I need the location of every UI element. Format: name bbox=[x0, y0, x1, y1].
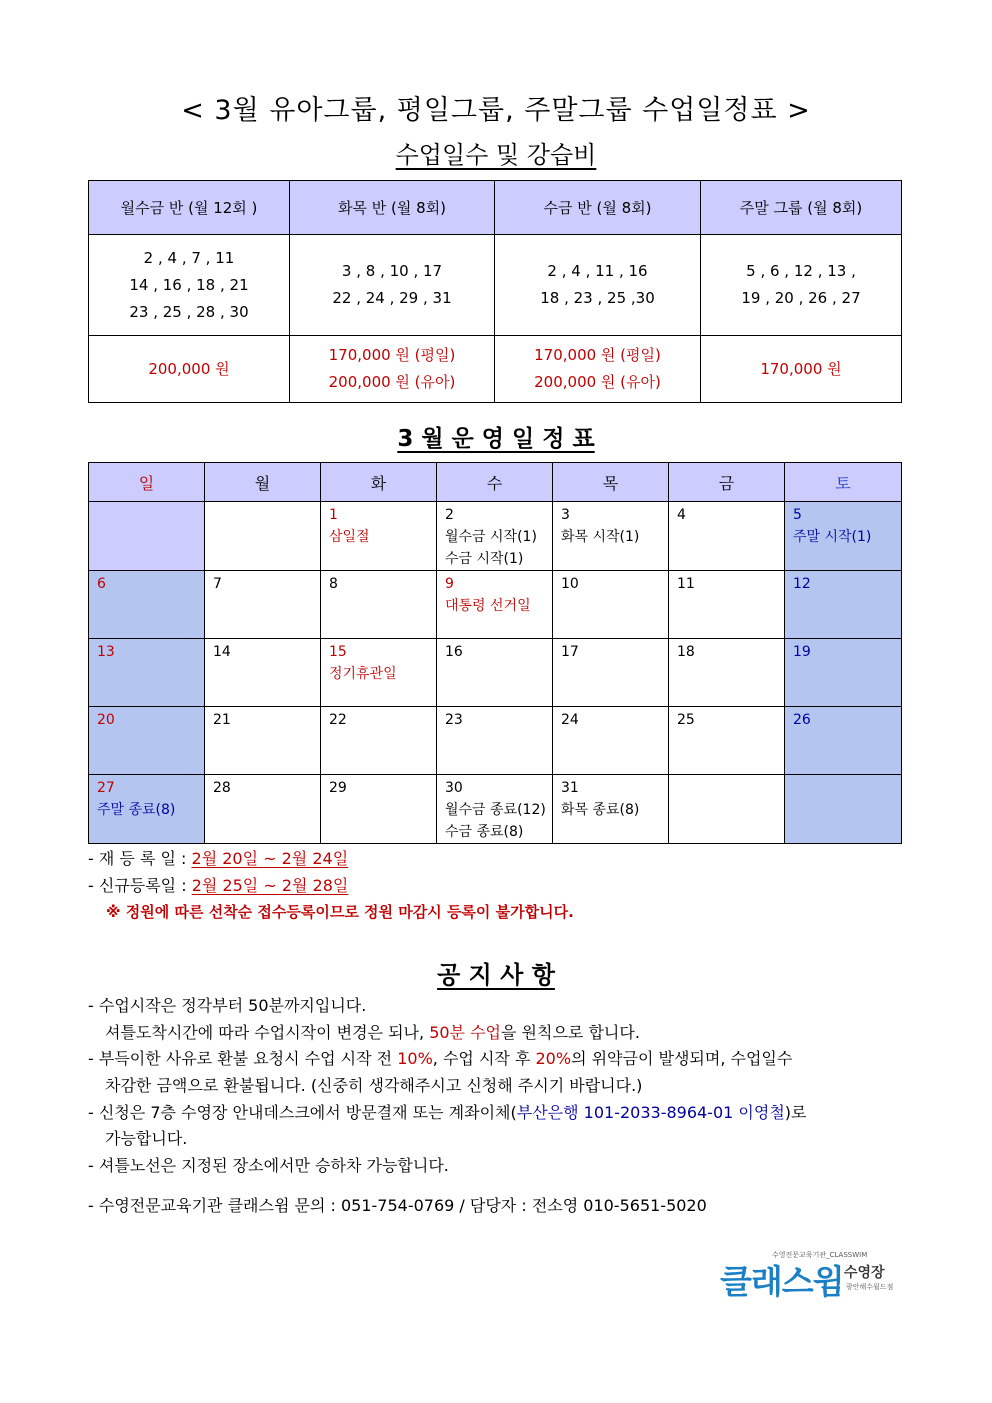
day-number: 15 bbox=[329, 644, 347, 660]
day-number: 12 bbox=[793, 576, 811, 592]
day-note: 삼일절 bbox=[329, 529, 370, 545]
calendar-day-cell bbox=[785, 571, 902, 639]
calendar-day-cell bbox=[321, 571, 437, 639]
calendar-day-cell bbox=[437, 502, 553, 571]
fee-price-cell: 200,000 원 bbox=[89, 336, 290, 403]
day-number: 7 bbox=[213, 576, 222, 592]
day-number: 20 bbox=[97, 712, 115, 728]
day-note: 월수금 종료(12) bbox=[445, 802, 546, 818]
calendar-day-cell bbox=[205, 571, 321, 639]
notice-line: - 신청은 7층 수영장 안내데스크에서 방문결재 또는 계좌이체(부산은행 101-2033-8964-01 이영철)로 bbox=[88, 1103, 807, 1122]
day-number: 24 bbox=[561, 712, 579, 728]
calendar-day-cell bbox=[669, 639, 785, 707]
bank-account: 부산은행 101-2033-8964-01 이영철 bbox=[516, 1103, 785, 1122]
notice-title: 공 지 사 항 bbox=[437, 961, 555, 989]
day-number: 1 bbox=[329, 507, 338, 523]
day-number: 17 bbox=[561, 644, 579, 660]
calendar-day-cell bbox=[553, 571, 669, 639]
calendar-day-cell bbox=[437, 775, 553, 844]
calendar-day-cell bbox=[89, 571, 205, 639]
calendar-day-cell bbox=[785, 775, 902, 844]
calendar-day-cell bbox=[785, 707, 902, 775]
day-number: 25 bbox=[677, 712, 695, 728]
fee-table bbox=[88, 180, 902, 403]
fee-price-cell: 170,000 원 (평일) 200,000 원 (유아) bbox=[290, 336, 495, 403]
calendar-day-cell bbox=[89, 502, 205, 571]
day-note: 주말 시작(1) bbox=[793, 529, 872, 545]
calendar-day-cell bbox=[669, 571, 785, 639]
day-number: 26 bbox=[793, 712, 811, 728]
new-registration-line: - 신규등록일 : 2월 25일 ~ 2월 28일 bbox=[88, 876, 349, 895]
fee-dates-cell: 5 , 6 , 12 , 13 , 19 , 20 , 26 , 27 bbox=[701, 235, 902, 336]
fee-dates-cell: 2 , 4 , 11 , 16 18 , 23 , 25 ,30 bbox=[495, 235, 701, 336]
fee-price-cell: 170,000 원 bbox=[701, 336, 902, 403]
logo-brand: 클래스윔 bbox=[720, 1262, 844, 1301]
day-number: 16 bbox=[445, 644, 463, 660]
day-number: 19 bbox=[793, 644, 811, 660]
calendar-table bbox=[88, 462, 902, 844]
calendar-day-cell bbox=[89, 775, 205, 844]
weekday-header: 일 bbox=[89, 463, 205, 502]
fee-price-cell: 170,000 원 (평일) 200,000 원 (유아) bbox=[495, 336, 701, 403]
weekday-header: 월 bbox=[205, 463, 321, 502]
calendar-title: 3 월 운 영 일 정 표 bbox=[397, 426, 595, 452]
re-registration-line: - 재 등 록 일 : 2월 20일 ~ 2월 24일 bbox=[88, 849, 349, 868]
day-note: 수금 시작(1) bbox=[445, 551, 524, 567]
day-number: 9 bbox=[445, 576, 454, 592]
day-note: 화목 시작(1) bbox=[561, 529, 640, 545]
day-number: 8 bbox=[329, 576, 338, 592]
notice-line: 가능합니다. bbox=[105, 1129, 188, 1148]
calendar-day-cell bbox=[321, 707, 437, 775]
fee-dates-cell: 2 , 4 , 7 , 11 14 , 16 , 18 , 21 23 , 25 , 28 , 30 bbox=[89, 235, 290, 336]
day-number: 13 bbox=[97, 644, 115, 660]
classwim-logo: 수영전문교육기관_CLASSWIM 클래스윔 수영장 광안해수월드점 bbox=[720, 1251, 894, 1301]
day-number: 4 bbox=[677, 507, 686, 523]
weekday-header: 화 bbox=[321, 463, 437, 502]
day-number: 14 bbox=[213, 644, 231, 660]
calendar-day-cell bbox=[205, 502, 321, 571]
day-number: 28 bbox=[213, 780, 231, 796]
day-number: 5 bbox=[793, 507, 802, 523]
calendar-day-cell bbox=[321, 502, 437, 571]
notice-line: - 부득이한 사유로 환불 요청시 수업 시작 전 10%, 수업 시작 후 20%의 위약금이 발생되며, 수업일수 bbox=[88, 1049, 793, 1068]
calendar-day-cell bbox=[437, 639, 553, 707]
calendar-day-cell bbox=[785, 502, 902, 571]
calendar-day-cell bbox=[321, 639, 437, 707]
calendar-day-cell bbox=[669, 502, 785, 571]
day-note: 수금 종료(8) bbox=[445, 824, 524, 840]
notice-line: - 셔틀노선은 지정된 장소에서만 승하차 가능합니다. bbox=[88, 1156, 449, 1175]
calendar-day-cell bbox=[669, 707, 785, 775]
day-note: 대통령 선거일 bbox=[445, 598, 531, 614]
calendar-day-cell bbox=[89, 707, 205, 775]
notice-line: - 수업시작은 정각부터 50분까지입니다. bbox=[88, 996, 367, 1015]
calendar-day-cell bbox=[785, 639, 902, 707]
fee-section-title: 수업일수 및 강습비 bbox=[395, 141, 597, 169]
calendar-day-cell bbox=[205, 639, 321, 707]
calendar-day-cell bbox=[437, 707, 553, 775]
new-registration-dates: 2월 25일 ~ 2월 28일 bbox=[191, 876, 349, 895]
day-note: 월수금 시작(1) bbox=[445, 529, 537, 545]
calendar-day-cell bbox=[669, 775, 785, 844]
fee-header: 주말 그룹 (월 8회) bbox=[701, 181, 902, 235]
day-number: 6 bbox=[97, 576, 106, 592]
calendar-day-cell bbox=[89, 639, 205, 707]
registration-warning: ※ 정원에 따른 선착순 접수등록이므로 정원 마감시 등록이 불가합니다. bbox=[106, 903, 574, 921]
calendar-day-cell bbox=[205, 707, 321, 775]
day-number: 30 bbox=[445, 780, 463, 796]
fee-header: 수금 반 (월 8회) bbox=[495, 181, 701, 235]
calendar-day-cell bbox=[553, 707, 669, 775]
page-title: < 3월 유아그룹, 평일그룹, 주말그룹 수업일정표 > bbox=[181, 95, 811, 126]
day-number: 23 bbox=[445, 712, 463, 728]
weekday-header: 목 bbox=[553, 463, 669, 502]
day-number: 21 bbox=[213, 712, 231, 728]
day-number: 31 bbox=[561, 780, 579, 796]
day-number: 10 bbox=[561, 576, 579, 592]
calendar-day-cell bbox=[553, 639, 669, 707]
calendar-day-cell bbox=[205, 775, 321, 844]
weekday-header: 토 bbox=[785, 463, 902, 502]
calendar-day-cell bbox=[437, 571, 553, 639]
weekday-header: 금 bbox=[669, 463, 785, 502]
weekday-header: 수 bbox=[437, 463, 553, 502]
fee-header: 화목 반 (월 8회) bbox=[290, 181, 495, 235]
day-note: 주말 종료(8) bbox=[97, 802, 176, 818]
notice-line: 차감한 금액으로 환불됩니다. (신중히 생각해주시고 신청해 주시기 바랍니다.) bbox=[105, 1076, 643, 1095]
calendar-day-cell bbox=[553, 775, 669, 844]
fee-dates-cell: 3 , 8 , 10 , 17 22 , 24 , 29 , 31 bbox=[290, 235, 495, 336]
day-number: 3 bbox=[561, 507, 570, 523]
day-note: 정기휴관일 bbox=[329, 666, 397, 682]
calendar-day-cell bbox=[553, 502, 669, 571]
day-number: 29 bbox=[329, 780, 347, 796]
day-number: 11 bbox=[677, 576, 695, 592]
calendar-day-cell bbox=[321, 775, 437, 844]
fee-header: 월수금 반 (월 12회 ) bbox=[89, 181, 290, 235]
re-registration-dates: 2월 20일 ~ 2월 24일 bbox=[191, 849, 349, 868]
notice-line: 셔틀도착시간에 따라 수업시작이 변경은 되나, 50분 수업을 원칙으로 합니다. bbox=[105, 1023, 640, 1042]
day-number: 2 bbox=[445, 507, 454, 523]
day-number: 18 bbox=[677, 644, 695, 660]
contact-line: - 수영전문교육기관 클래스윔 문의 : 051-754-0769 / 담당자 : 전소영 010-5651-5020 bbox=[88, 1196, 707, 1215]
day-number: 22 bbox=[329, 712, 347, 728]
day-number: 27 bbox=[97, 780, 115, 796]
day-note: 화목 종료(8) bbox=[561, 802, 640, 818]
